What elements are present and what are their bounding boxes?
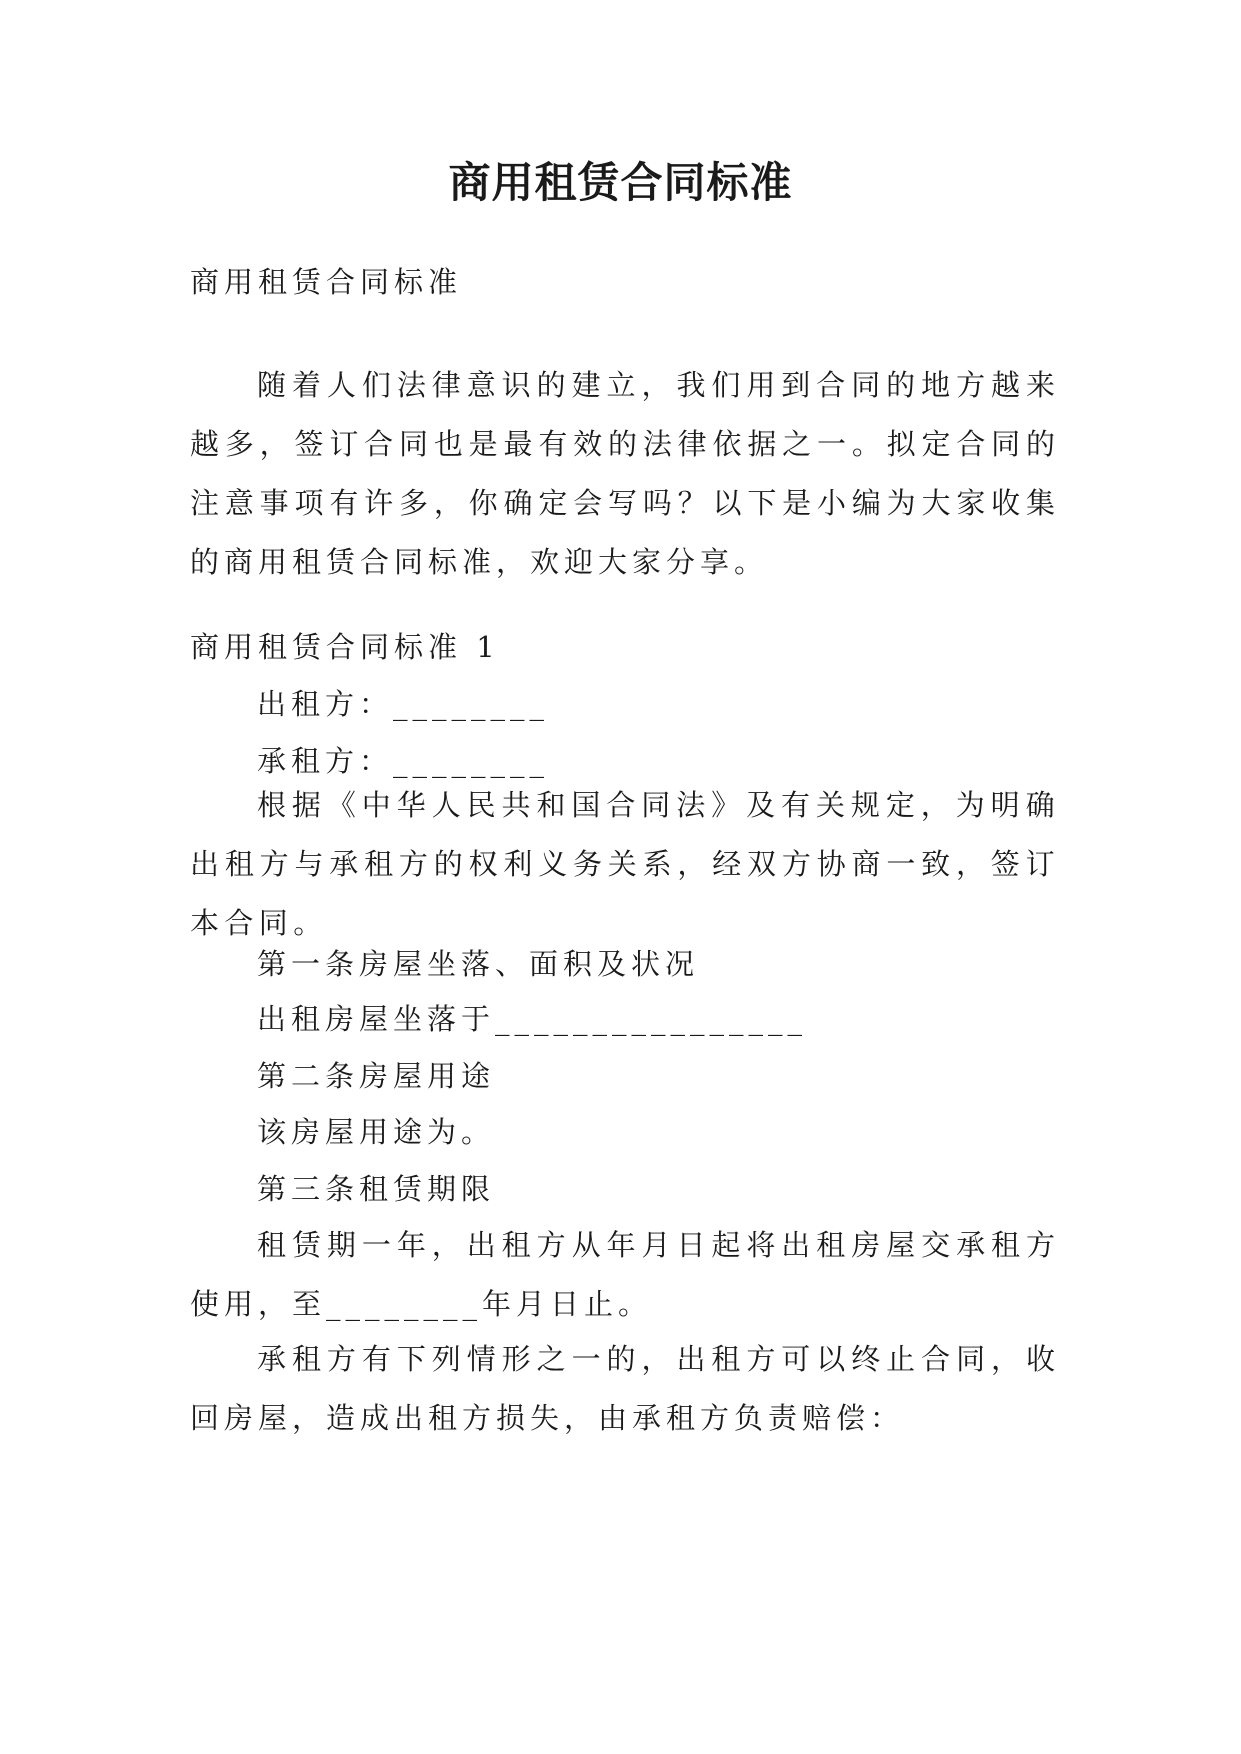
- article1-location: 出租房屋坐落于________________: [257, 1002, 808, 1036]
- article3-term: 租赁期一年，出租方从年月日起将出租房屋交承租方使用，至________年月日止。: [190, 1228, 1060, 1321]
- section-heading: 商用租赁合同标准 1: [190, 630, 500, 664]
- article3-termination: 承租方有下列情形之一的，出租方可以终止合同，收回房屋，造成出租方损失，由承租方负责赔偿：: [190, 1342, 1060, 1435]
- document-title: 商用租赁合同标准: [448, 158, 793, 207]
- article3-title: 第三条租赁期限: [257, 1172, 496, 1206]
- lessee-field: 承租方：________: [257, 744, 550, 778]
- article2-title: 第二条房屋用途: [257, 1059, 496, 1093]
- document-subtitle: 商用租赁合同标准: [190, 265, 463, 299]
- article1-title: 第一条房屋坐落、面积及状况: [257, 947, 700, 981]
- lessor-field: 出租方：________: [257, 687, 550, 721]
- article2-body: 该房屋用途为。: [257, 1115, 496, 1149]
- intro-paragraph: 随着人们法律意识的建立，我们用到合同的地方越来越多，签订合同也是最有效的法律依据之一。拟定合同的注意事项有许多，你确定会写吗？以下是小编为大家收集的商用租赁合同标准，欢迎大家分享。: [190, 368, 1060, 579]
- preamble-paragraph: 根据《中华人民共和国合同法》及有关规定，为明确出租方与承租方的权利义务关系，经双方协商一致，签订本合同。: [190, 788, 1060, 940]
